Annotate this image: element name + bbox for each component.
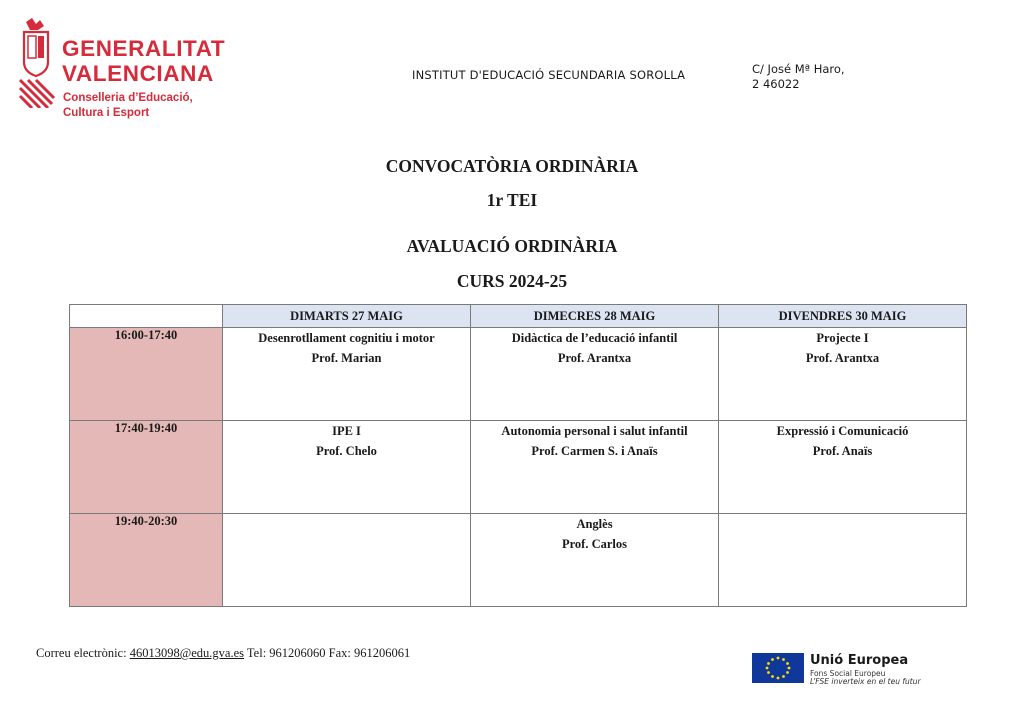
exam-subject: Desenrotllament cognitiu i motor (258, 331, 435, 345)
exam-cell (471, 514, 719, 607)
eu-slogan: L’FSE inverteix en el teu futur (810, 677, 921, 686)
address-line-2: 2 46022 (752, 77, 800, 91)
exam-teacher: Prof. Anaïs (812, 444, 873, 458)
logo-line-1: GENERALITAT (62, 36, 226, 61)
exam-subject: IPE I (332, 424, 361, 438)
time-slot: 16:00-17:40 (70, 328, 223, 421)
exam-schedule-table (69, 304, 967, 607)
generalitat-logo (18, 18, 228, 122)
title-convocatoria: CONVOCATÒRIA ORDINÀRIA (385, 156, 639, 176)
exam-cell (471, 328, 719, 421)
table-row (70, 514, 967, 607)
exam-teacher: Prof. Marian (311, 351, 382, 365)
time-slot: 17:40-19:40 (70, 421, 223, 514)
exam-teacher: Prof. Carmen S. i Anaïs (531, 444, 658, 458)
email-link[interactable]: 46013098@edu.gva.es (129, 646, 244, 660)
exam-subject: Didàctica de l’educació infantil (511, 331, 678, 345)
title-group: 1r TEI (486, 190, 538, 210)
eu-flag-icon (752, 653, 804, 683)
phone-fax: Tel: 961206060 Fax: 961206061 (246, 646, 411, 660)
table-row (70, 421, 967, 514)
exam-teacher: Prof. Chelo (316, 444, 377, 458)
time-slot: 19:40-20:30 (70, 514, 223, 607)
exam-subject: Autonomia personal i salut infantil (501, 424, 688, 438)
address-line-1: C/ José Mª Haro, (752, 62, 845, 76)
exam-teacher: Prof. Arantxa (557, 351, 632, 365)
logo-line-2: VALENCIANA (62, 61, 214, 86)
logo-subtitle-2: Cultura i Esport (63, 107, 150, 119)
table-row (70, 328, 967, 421)
title-course: CURS 2024-25 (456, 271, 568, 291)
day-header: DIMECRES 28 MAIG (471, 305, 719, 328)
exam-subject: Projecte I (816, 331, 869, 345)
exam-teacher: Prof. Carlos (561, 537, 628, 551)
logo-subtitle-1: Conselleria d’Educació, (63, 92, 193, 104)
exam-subject: Expressió i Comunicació (776, 424, 909, 438)
day-header: DIMARTS 27 MAIG (223, 305, 471, 328)
exam-cell (223, 421, 471, 514)
school-name: INSTITUT D'EDUCACIÓ SECUNDARIA SOROLLA (412, 68, 686, 82)
header-corner-cell (70, 305, 223, 328)
eu-subtitle: Fons Social Europeu (810, 669, 886, 678)
exam-cell (471, 421, 719, 514)
school-address (752, 62, 845, 92)
exam-cell (719, 328, 967, 421)
day-header: DIVENDRES 30 MAIG (719, 305, 967, 328)
exam-cell (719, 421, 967, 514)
coat-of-arms-icon (18, 18, 58, 108)
email-label: Correu electrònic: (36, 646, 127, 660)
exam-teacher: Prof. Arantxa (805, 351, 880, 365)
exam-cell (223, 328, 471, 421)
footer-contact (36, 646, 410, 661)
table-header-row (70, 305, 967, 328)
title-evaluation: AVALUACIÓ ORDINÀRIA (406, 236, 618, 256)
eu-logo (752, 653, 962, 685)
exam-cell (719, 514, 967, 607)
exam-subject: Anglès (576, 517, 613, 531)
eu-title: Unió Europea (810, 653, 909, 668)
exam-cell (223, 514, 471, 607)
